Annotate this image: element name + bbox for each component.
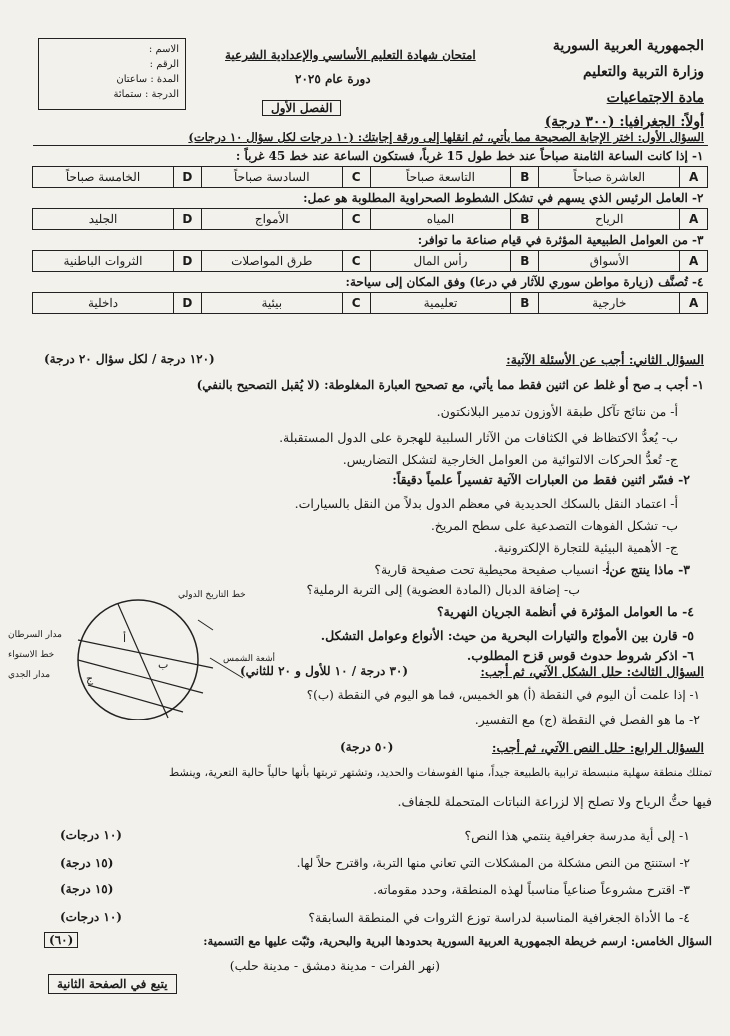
option-text: الثروات الباطنية xyxy=(33,251,174,272)
earth-diagram xyxy=(8,590,278,720)
mcq-stem-4: ٤- تُصنَّف (زيارة مواطن سوري للآثار في درعا) وفق المكان إلى سياحة: xyxy=(33,272,708,293)
q3-question-a: ١- إذا علمت أن اليوم في النقطة (أ) هو الخميس، فما هو اليوم في النقطة (ب)؟ xyxy=(306,688,700,702)
q2-sub1-a: أ- من نتائج تآكل طبقة الأوزون تدمير البلانكتون. xyxy=(436,404,678,419)
option-letter-d: D xyxy=(174,167,202,188)
q4-item-1-mark: (١٠ درجات) xyxy=(60,828,122,842)
q2-sub3: ٣- ماذا ينتج عن: xyxy=(604,562,690,577)
option-text: العاشرة صباحاً xyxy=(539,167,680,188)
q1-heading: السؤال الأول: اختر الإجابة الصحيحة مما يأتي، ثم انقلها إلى ورقة إجابتك: (١٠ درجات لكل سؤال ١٠ درجات) xyxy=(188,130,704,144)
q4-item-4-mark: (١٠ درجات) xyxy=(60,910,122,924)
q2-sub2-a: أ- اعتماد النقل بالسكك الحديدية في معظم الدول بدلاً من النقل بالسيارات. xyxy=(294,496,678,511)
q2-sub5: ٥- قارن بين الأمواج والتيارات البحرية من حيث: الأنواع وعوامل التشكل. xyxy=(320,628,694,643)
q4-item-4: ٤- ما الأداة الجغرافية المناسبة لدراسة توزع الثروات في المنطقة السابقة؟ xyxy=(308,910,690,925)
option-letter-a: A xyxy=(680,293,708,314)
option-text: خارجية xyxy=(539,293,680,314)
option-letter-c: C xyxy=(342,167,370,188)
mcq-options-2 xyxy=(33,209,708,230)
point-b: ب xyxy=(158,658,169,671)
q2-marks: (١٢٠ درجة / لكل سؤال ٢٠ درجة) xyxy=(44,352,215,366)
q3-question-b: ٢- ما هو الفصل في النقطة (ج) مع التفسير. xyxy=(474,712,700,727)
q2-sub1-c: ج- تُعدُّ الحركات الالتوائية من العوامل الخارجية لتشكل التضاريس. xyxy=(342,452,678,467)
mcq-stem-2: ٢- العامل الرئيس الذي يسهم في تشكل الشطوط الصحراوية المطلوبة هو عمل: xyxy=(33,188,708,209)
option-text: بيئية xyxy=(201,293,342,314)
option-text: السادسة صباحاً xyxy=(201,167,342,188)
point-a: أ xyxy=(123,632,127,645)
q2-sub2: ٢- فسّر اثنين فقط من العبارات الآتية تفسيراً علمياً دقيقاً: xyxy=(392,472,690,487)
q2-sub1: ١- أجب بـ صح أو غلط عن اثنين فقط مما يأتي، مع تصحيح العبارة المغلوطة: (لا يُقبل التصحيح بالنفي) xyxy=(196,378,704,392)
continue-note: يتبع في الصفحة الثانية xyxy=(48,974,177,994)
option-letter-a: A xyxy=(680,251,708,272)
option-letter-b: B xyxy=(511,293,539,314)
tropic-n-label: مدار السرطان xyxy=(8,630,63,640)
option-letter-c: C xyxy=(342,293,370,314)
option-text: التاسعة صباحاً xyxy=(370,167,511,188)
semester-box: الفصل الأول xyxy=(262,100,341,116)
option-text: الجليد xyxy=(33,209,174,230)
q4-item-3-mark: (١٥ درجة) xyxy=(60,882,114,896)
max-mark-label: الدرجة : ستمائة xyxy=(113,89,179,100)
q2-sub3-a: أ- انسياب صفيحة محيطية تحت صفيحة قارية؟ xyxy=(374,562,610,577)
tropic-s-label: مدار الجدي xyxy=(8,670,51,680)
name-field: الاسم : xyxy=(148,44,179,55)
q2-sub2-c: ج- الأهمية البيئية للتجارة الإلكترونية. xyxy=(493,540,678,555)
q2-heading: السؤال الثاني: أجب عن الأسئلة الآتية: xyxy=(506,352,704,367)
q4-item-2-mark: (١٥ درجة) xyxy=(60,856,114,870)
q5-marks-box: (٦٠) xyxy=(44,932,78,948)
q2-sub2-b: ب- تشكل الفوهات التصدعية على سطح المريخ. xyxy=(430,518,678,533)
option-text: الأمواج xyxy=(201,209,342,230)
mcq-options-3 xyxy=(33,251,708,272)
q5-items: (نهر الفرات - مدينة دمشق - مدينة حلب) xyxy=(229,958,440,973)
mcq-options-1 xyxy=(33,167,708,188)
q3-marks: (٣٠ درجة / ١٠ للأول و ٢٠ للثاني) xyxy=(240,664,409,678)
q2-sub6: ٦- اذكر شروط حدوث قوس قزح المطلوب. xyxy=(466,648,694,663)
part-one-heading: أولاً: الجغرافيا: (٣٠٠ درجة) xyxy=(544,114,704,130)
mcq-stem-1: ١- إذا كانت الساعة الثامنة صباحاً عند خط طول 15 غرباً، فستكون الساعة عند خط 45 غرباً : xyxy=(33,146,708,167)
option-text: تعليمية xyxy=(370,293,511,314)
q2-sub3-b: ب- إضافة الدبال (المادة العضوية) إلى التربة الرملية؟ xyxy=(306,582,580,597)
q2-sub4: ٤- ما العوامل المؤثرة في أنظمة الجريان النهرية؟ xyxy=(437,604,694,619)
exam-title: امتحان شهادة التعليم الأساسي والإعدادية الشرعية xyxy=(225,48,476,62)
option-text: داخلية xyxy=(33,293,174,314)
number-field: الرقم : xyxy=(149,59,179,70)
q3-heading: السؤال الثالث: حلل الشكل الآتي، ثم أجب: xyxy=(480,664,704,679)
q4-text-line1: تمتلك منطقة سهلية منبسطة ترابية بالطبيعة جيداً، منها الفوسفات والحديد، وتشتهر تربتها بأنها حالياً حالية التعرية، وينشط xyxy=(169,766,712,779)
dateline-label: خط التاريخ الدولي xyxy=(178,590,246,600)
option-letter-b: B xyxy=(511,167,539,188)
mcq-table xyxy=(32,145,708,314)
option-letter-c: C xyxy=(342,209,370,230)
option-letter-d: D xyxy=(174,251,202,272)
option-letter-d: D xyxy=(174,293,202,314)
option-letter-a: A xyxy=(680,209,708,230)
option-text: رأس المال xyxy=(370,251,511,272)
option-letter-a: A xyxy=(680,167,708,188)
option-letter-c: C xyxy=(342,251,370,272)
option-text: الرياح xyxy=(539,209,680,230)
subject-title: مادة الاجتماعيات xyxy=(606,90,704,106)
option-letter-d: D xyxy=(174,209,202,230)
mcq-stem-3: ٣- من العوامل الطبيعية المؤثرة في قيام صناعة ما توافر: xyxy=(33,230,708,251)
student-info-box xyxy=(38,38,186,110)
option-text: الخامسة صباحاً xyxy=(33,167,174,188)
q4-item-1: ١- إلى أية مدرسة جغرافية ينتمي هذا النص؟ xyxy=(464,828,690,843)
equator-label: خط الاستواء xyxy=(8,650,55,660)
option-text: المياه xyxy=(370,209,511,230)
mcq-options-4 xyxy=(33,293,708,314)
option-letter-b: B xyxy=(511,251,539,272)
sun-rays-label: أشعة الشمس xyxy=(223,654,276,664)
q4-heading: السؤال الرابع: حلل النص الآتي، ثم أجب: xyxy=(491,740,704,755)
q4-text-line2: فيها حتُّ الرياح ولا تصلح إلا لزراعة النباتات المتحملة للجفاف. xyxy=(397,794,712,809)
option-text: طرق المواصلات xyxy=(201,251,342,272)
q4-item-2: ٢- استنتج من النص مشكلة من المشكلات التي تعاني منها التربة، واقترح حلاً لها. xyxy=(296,856,690,870)
q5-heading: السؤال الخامس: ارسم خريطة الجمهورية العربية السورية بحدودها البرية والبحرية، وثبّت عليها مع التسمية: xyxy=(203,934,712,948)
q4-marks: (٥٠ درجة) xyxy=(340,740,394,754)
point-c: ج xyxy=(86,672,94,685)
option-letter-b: B xyxy=(511,209,539,230)
duration-label: المدة : ساعتان xyxy=(116,74,179,85)
republic-title: الجمهورية العربية السورية xyxy=(552,38,704,54)
ministry-title: وزارة التربية والتعليم xyxy=(582,64,704,80)
q2-sub1-b: ب- يُعدُّ الاكتظاظ في الكثافات من الآثار السلبية للهجرة على الدول المستقبلة. xyxy=(279,430,678,445)
q4-item-3: ٣- اقترح مشروعاً صناعياً مناسباً لهذه المنطقة، وحدد مقوماته. xyxy=(373,882,690,897)
session-label: دورة عام ٢٠٢٥ xyxy=(295,72,371,86)
option-text: الأسواق xyxy=(539,251,680,272)
